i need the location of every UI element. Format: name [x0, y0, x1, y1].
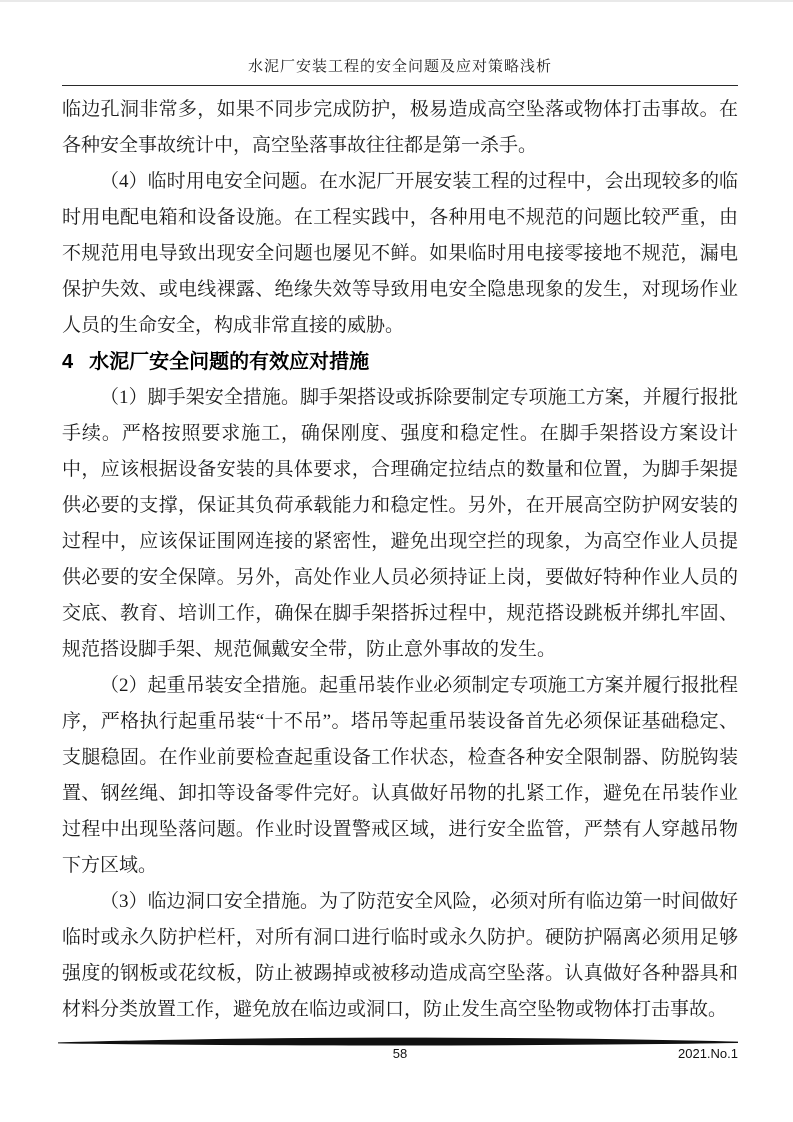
paragraph-measure-2: （2）起重吊装安全措施。起重吊装作业必须制定专项施工方案并履行报批程序，严格执行起重吊装“十不吊”。塔吊等起重吊装设备首先必须保证基础稳定、支腿稳固。在作业前要检查起重设备工作状态，检查各种安全限制器、防脱钩装置、钢丝绳、卸扣等设备零件完好。认真做好吊物的扎紧工作，避免在吊装作业过程中出现坠落问题。作业时设置警戒区域，进行安全监管，严禁有人穿越吊物下方区域。 [62, 675, 738, 876]
paragraph-item-4: （4）临时用电安全问题。在水泥厂开展安装工程的过程中，会出现较多的临时用电配电箱和设备设施。在工程实践中，各种用电不规范的问题比较严重，由不规范用电导致出现安全问题也屡见不鲜。如果临时用电接零接地不规范，漏电保护失效、或电线裸露、绝缘失效等导致用电安全隐患现象的发生，对现场作业人员的生命安全，构成非常直接的威胁。 [62, 171, 738, 336]
scan-edge [0, 0, 793, 2]
section-heading-number: 4 [62, 351, 74, 373]
issue-number: 2021.No.1 [678, 1046, 738, 1061]
page-footer [62, 1046, 738, 1062]
page-body [62, 92, 738, 1028]
running-header [62, 55, 738, 76]
running-header-title: 水泥厂安装工程的安全问题及应对策略浅析 [247, 59, 552, 75]
header-rule [62, 85, 738, 86]
section-heading-title: 水泥厂安全问题的有效应对措施 [89, 351, 370, 373]
paragraph-measure-1: （1）脚手架安全措施。脚手架搭设或拆除要制定专项施工方案，并履行报批手续。严格按照要求施工，确保刚度、强度和稳定性。在脚手架搭设方案设计中，应该根据设备安装的具体要求，合理确定拉结点的数量和位置，为脚手架提供必要的支撑，保证其负荷承载能力和稳定性。另外，在开展高空防护网安装的过程中，应该保证围网连接的紧密性，避免出现空拦的现象，为高空作业人员提供必要的安全保障。另外，高处作业人员必须持证上岗，要做好特种作业人员的交底、教育、培训工作，确保在脚手架搭拆过程中，规范搭设跳板并绑扎牢固、规范搭设脚手架、规范佩戴安全带，防止意外事故的发生。 [62, 387, 738, 660]
paragraph-continuation: 临边孔洞非常多，如果不同步完成防护，极易造成高空坠落或物体打击事故。在各种安全事故统计中，高空坠落事故往往都是第一杀手。 [62, 99, 738, 156]
section-heading [62, 344, 738, 380]
paragraph-measure-3: （3）临边洞口安全措施。为了防范安全风险，必须对所有临边第一时间做好临时或永久防护栏杆，对所有洞口进行临时或永久防护。硬防护隔离必须用足够强度的钢板或花纹板，防止被踢掉或被移动造成高空坠落。认真做好各种器具和材料分类放置工作，避免放在临边或洞口，防止发生高空坠物或物体打击事故。 [62, 891, 738, 1020]
footer-rule [58, 1033, 738, 1042]
page-number: 58 [392, 1046, 408, 1061]
